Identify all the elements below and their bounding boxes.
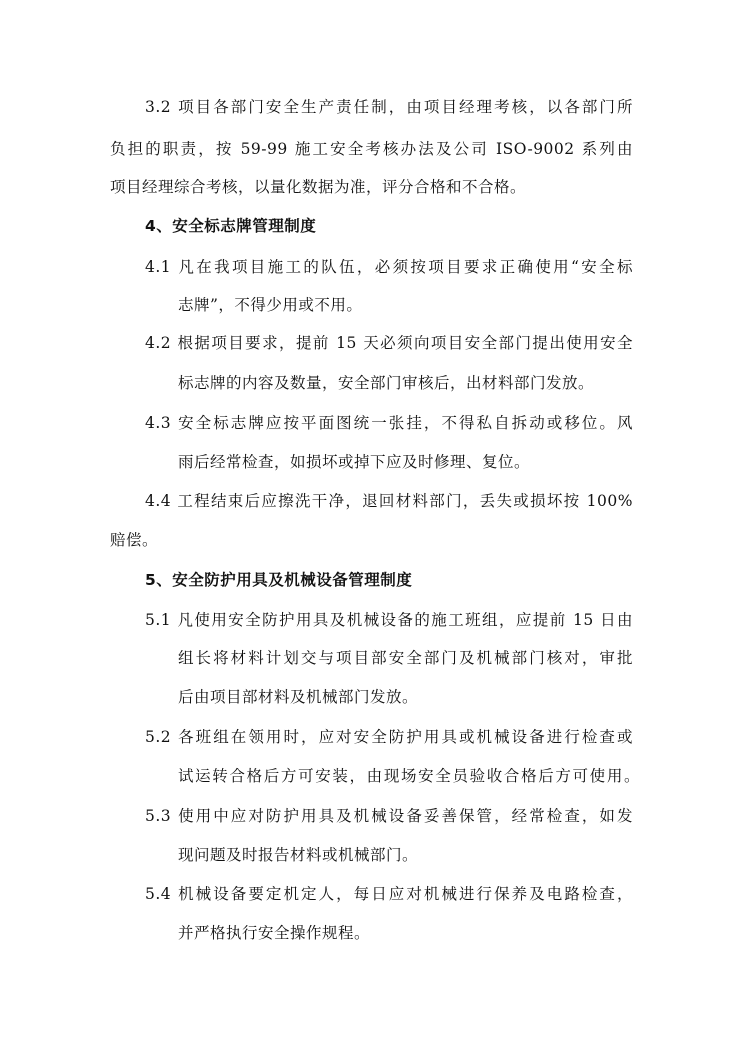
paragraph-4-4-line-1: 4.4 工程结束后应擦洗干净，退回材料部门，丢失或损坏按 100% <box>145 492 633 510</box>
paragraph-5-2-line-1: 5.2 各班组在领用时，应对安全防护用具或机械设备进行检查或 <box>145 728 633 746</box>
paragraph-4-3-line-2: 雨后经常检查，如损坏或掉下应及时修理、复位。 <box>178 453 531 471</box>
paragraph-5-1-line-1: 5.1 凡使用安全防护用具及机械设备的施工班组，应提前 15 日由 <box>145 611 633 629</box>
section-5-heading: 5、安全防护用具及机械设备管理制度 <box>145 571 413 589</box>
paragraph-5-3-line-2: 现问题及时报告材料或机械部门。 <box>178 846 419 864</box>
paragraph-4-3-line-1: 4.3 安全标志牌应按平面图统一张挂，不得私自拆动或移位。风 <box>145 414 633 432</box>
paragraph-4-1-line-1: 4.1 凡在我项目施工的队伍，必须按项目要求正确使用“安全标 <box>145 258 633 276</box>
paragraph-3-2-line-2: 负担的职责，按 59-99 施工安全考核办法及公司 ISO-9002 系列由 <box>110 140 633 158</box>
section-4-heading: 4、安全标志牌管理制度 <box>145 217 317 235</box>
paragraph-5-2-line-2: 试运转合格后方可安装，由现场安全员验收合格后方可使用。 <box>178 767 640 785</box>
paragraph-5-1-line-2: 组长将材料计划交与项目部安全部门及机械部门核对，审批 <box>178 649 633 667</box>
paragraph-3-2-line-1: 3.2 项目各部门安全生产责任制，由项目经理考核，以各部门所 <box>145 98 633 116</box>
paragraph-4-2-line-2: 标志牌的内容及数量，安全部门审核后，出材料部门发放。 <box>178 374 595 392</box>
paragraph-3-2-line-3: 项目经理综合考核，以量化数据为准，评分合格和不合格。 <box>110 178 527 196</box>
paragraph-5-4-line-1: 5.4 机械设备要定机定人，每日应对机械进行保养及电路检查， <box>145 885 633 903</box>
paragraph-4-1-line-2: 志牌”，不得少用或不用。 <box>178 296 363 314</box>
paragraph-4-2-line-1: 4.2 根据项目要求，提前 15 天必须向项目安全部门提出使用安全 <box>145 334 633 352</box>
paragraph-5-3-line-1: 5.3 使用中应对防护用具及机械设备妥善保管，经常检查，如发 <box>145 807 633 825</box>
paragraph-5-4-line-2: 并严格执行安全操作规程。 <box>178 924 371 942</box>
paragraph-4-4-line-2: 赔偿。 <box>110 531 159 549</box>
paragraph-5-1-line-3: 后由项目部材料及机械部门发放。 <box>178 688 419 706</box>
